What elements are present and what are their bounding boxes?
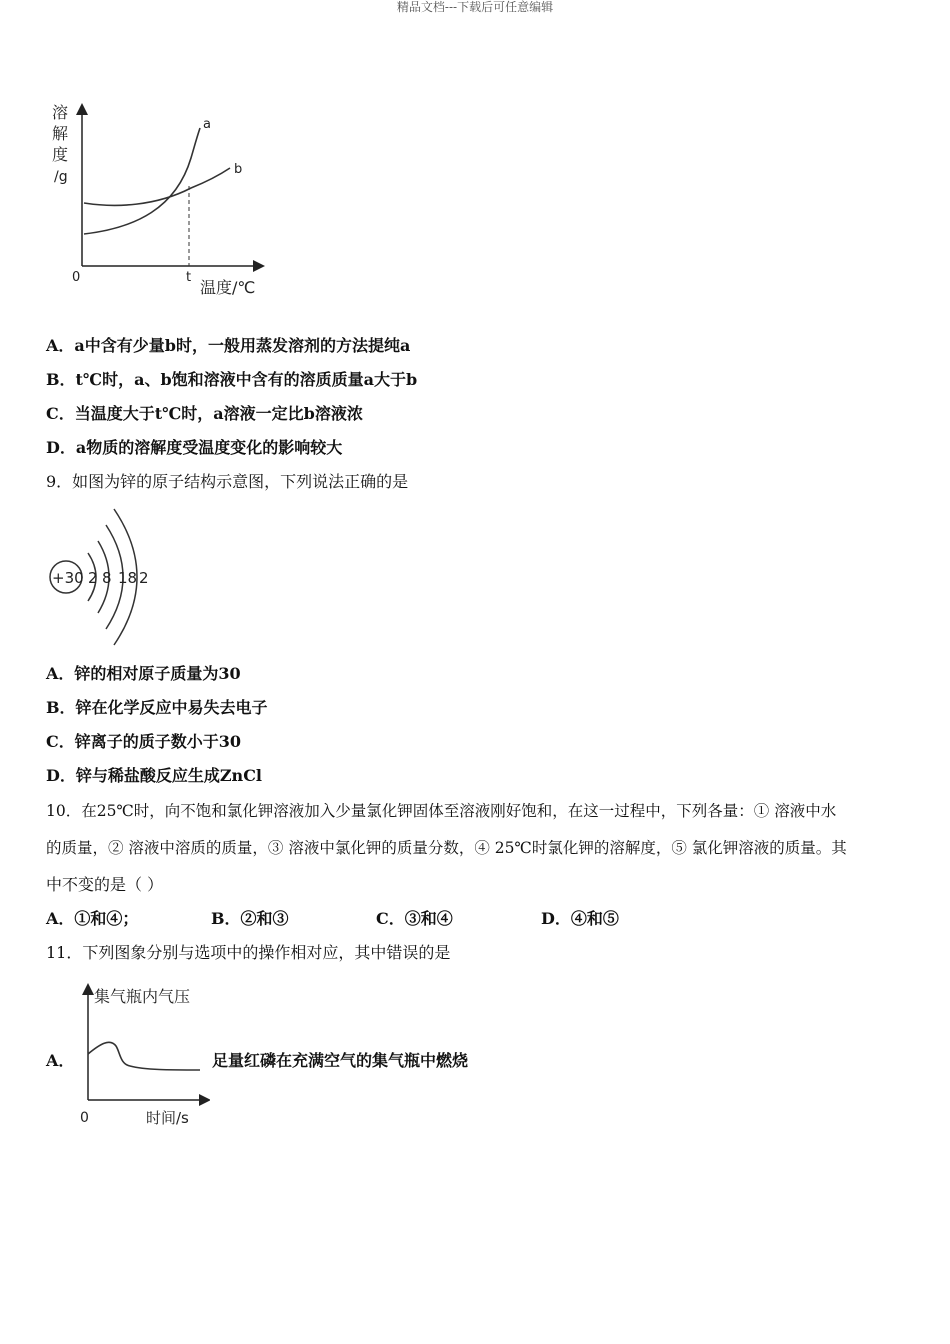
curve-b-label: b (234, 162, 243, 177)
q9-option-c: C．锌离子的质子数小于30 (46, 732, 242, 751)
y-axis-label-3: 度 (52, 145, 69, 164)
t-label: t (186, 270, 192, 285)
curve-a-label: a (203, 117, 211, 132)
q9-option-b: B．锌在化学反应中易失去电子 (46, 698, 268, 717)
solubility-graph (46, 98, 276, 303)
y-axis-label-2: 解 (52, 124, 69, 143)
q8-option-c: C．当温度大于t℃时，a溶液一定比b溶液浓 (46, 404, 363, 423)
pressure-time-graph (70, 980, 210, 1130)
q10-option-a: A．①和④； (46, 909, 139, 928)
q11-option-a-label: A． (46, 1051, 75, 1070)
y-axis-label-4: /g (54, 169, 68, 185)
q10-stem-line-2: 的质量，② 溶液中溶质的质量，③ 溶液中氯化钾的质量分数，④ 25℃时氯化钾的溶解度，⑤ 氯化钾溶液的质量。其 (46, 839, 847, 857)
q9-option-d: D．锌与稀盐酸反应生成ZnCl (46, 766, 263, 785)
x-axis-label: 温度/℃ (200, 278, 256, 297)
q11-option-a-text: 足量红磷在充满空气的集气瓶中燃烧 (212, 1051, 469, 1070)
shell-1-electrons: 2 (88, 569, 98, 587)
q8-option-d: D．a物质的溶解度受温度变化的影响较大 (46, 438, 343, 457)
q10-option-d: D．④和⑤ (541, 909, 619, 928)
q8-option-b: B．t℃时，a、b饱和溶液中含有的溶质质量a大于b (46, 370, 418, 389)
page-header: 精品文档---下载后可任意编辑 (396, 0, 554, 14)
pressure-curve (88, 1042, 200, 1070)
shell-3-electrons: 18 (118, 569, 138, 587)
q10-stem-line-3: 中不变的是（ ） (46, 875, 164, 894)
q10-stem-line-1: 10．在25℃时，向不饱和氯化钾溶液加入少量氯化钾固体至溶液刚好饱和，在这一过程中，下列各量：① 溶液中水 (46, 802, 837, 820)
q9-option-a: A．锌的相对原子质量为30 (46, 664, 241, 683)
q8-option-a: A．a中含有少量b时，一般用蒸发溶剂的方法提纯a (46, 336, 411, 355)
graph-x-label: 时间/s (146, 1109, 189, 1127)
shell-4-electrons: 2 (139, 569, 149, 587)
graph-origin: 0 (80, 1110, 89, 1126)
y-axis-label-1: 溶 (52, 103, 69, 122)
q9-stem: 9．如图为锌的原子结构示意图，下列说法正确的是 (46, 472, 409, 491)
nucleus-charge: +30 (52, 569, 84, 587)
origin-label: 0 (72, 270, 81, 285)
q10-option-c: C．③和④ (376, 909, 453, 928)
q10-option-b: B．②和③ (211, 909, 289, 928)
zinc-atom-diagram (44, 505, 164, 655)
curve-b (84, 168, 230, 205)
shell-2-electrons: 8 (102, 569, 112, 587)
curve-a (84, 128, 200, 234)
graph-y-label: 集气瓶内气压 (94, 987, 191, 1006)
q11-stem: 11．下列图象分别与选项中的操作相对应，其中错误的是 (46, 943, 451, 962)
